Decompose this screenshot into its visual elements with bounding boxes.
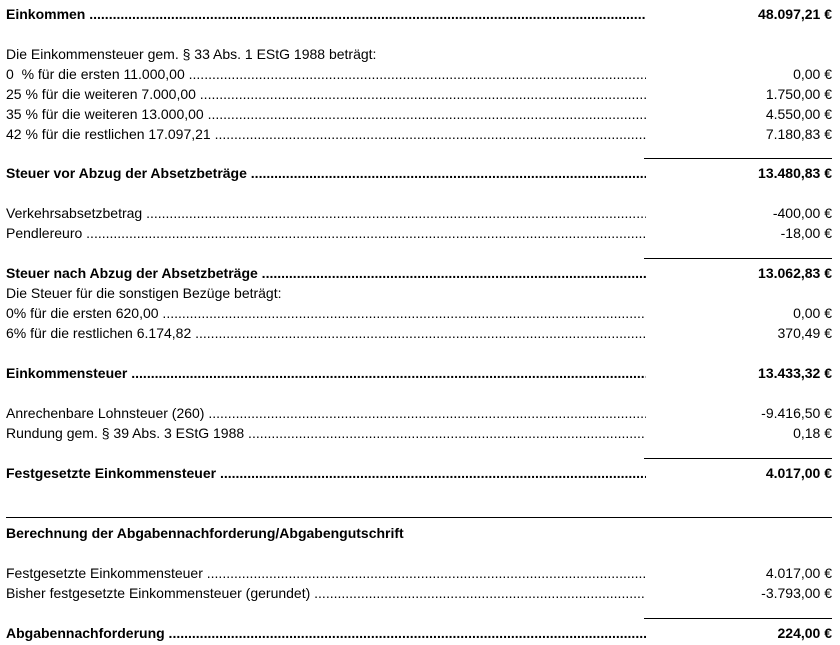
sonstige-line (6, 323, 832, 343)
anrechnung-label: Anrechenbare Lohnsteuer (260) ..... (6, 403, 646, 423)
berechnung-heading-row (6, 523, 832, 543)
tarif-line-amount: 7.180,83 € (765, 126, 832, 142)
sonstige-line-label: 0% für die ersten 620,00 ..... (6, 303, 646, 323)
einkommensteuer-label: Einkommensteuer ..... (6, 363, 646, 383)
sonstige-intro-row (6, 283, 832, 303)
absetzbetrag-label: Verkehrsabsetzbetrag ..... (6, 203, 646, 223)
nachforderung-row (6, 623, 832, 643)
steuer-vor-row (6, 163, 832, 183)
festgesetzt-amount: 4.017,00 € (765, 465, 832, 481)
nachforderung-amount: 224,00 € (777, 625, 832, 641)
steuer-nach-amount: 13.062,83 € (758, 265, 832, 281)
festgesetzt-label: Festgesetzte Einkommensteuer ..... (6, 463, 646, 483)
berechnung-line-label: Bisher festgesetzte Einkommensteuer (gerundet) ..... (6, 583, 646, 603)
tarif-line-amount: 0,00 € (793, 66, 832, 82)
einkommen-label: Einkommen ..... (6, 4, 646, 24)
tarif-line-label: 25 % für die weiteren 7.000,00 ..... (6, 84, 646, 104)
sonstige-intro: Die Steuer für die sonstigen Bezüge beträgt: (6, 285, 282, 301)
tarif-intro: Die Einkommensteuer gem. § 33 Abs. 1 EStG 1988 beträgt: (6, 46, 377, 62)
berechnung-line-amount: -3.793,00 € (761, 585, 832, 601)
einkommensteuer-row (6, 363, 832, 383)
berechnung-line (6, 583, 832, 603)
tarif-line-label: 42 % für die restlichen 17.097,21 ..... (6, 124, 646, 144)
tarif-line (6, 84, 832, 104)
festgesetzt-row (6, 463, 832, 483)
berechnung-line-amount: 4.017,00 € (765, 565, 832, 581)
tarif-line-label: 35 % für die weiteren 13.000,00 ..... (6, 104, 646, 124)
steuer-vor-amount: 13.480,83 € (758, 165, 832, 181)
sonstige-line-amount: 370,49 € (777, 325, 832, 341)
tarif-line-label: 0 % für die ersten 11.000,00 ..... (6, 64, 646, 84)
sonstige-line-label: 6% für die restlichen 6.174,82 ..... (6, 323, 646, 343)
absetzbetrag-row (6, 203, 832, 223)
tarif-line (6, 124, 832, 144)
berechnung-line-label: Festgesetzte Einkommensteuer ..... (6, 563, 646, 583)
steuer-nach-row (6, 263, 832, 283)
berechnung-heading: Berechnung der Abgabennachforderung/Abgabengutschrift (6, 525, 404, 541)
anrechnung-amount: 0,18 € (793, 425, 832, 441)
sum-rule (644, 158, 832, 159)
steuer-nach-label: Steuer nach Abzug der Absetzbeträge ..... (6, 263, 646, 283)
tarif-line (6, 64, 832, 84)
tarif-intro-row (6, 44, 832, 64)
tarif-line-amount: 1.750,00 € (765, 86, 832, 102)
absetzbetrag-amount: -18,00 € (780, 225, 832, 241)
steuer-vor-label: Steuer vor Abzug der Absetzbeträge ..... (6, 163, 646, 183)
sum-rule (644, 458, 832, 459)
anrechnung-amount: -9.416,50 € (761, 405, 832, 421)
absetzbetrag-row (6, 223, 832, 243)
section-rule (6, 517, 832, 518)
einkommensteuer-amount: 13.433,32 € (758, 365, 832, 381)
anrechnung-label: Rundung gem. § 39 Abs. 3 EStG 1988 ..... (6, 423, 646, 443)
nachforderung-label: Abgabennachforderung ..... (6, 623, 646, 643)
anrechnung-row (6, 423, 832, 443)
sum-rule (644, 618, 832, 619)
absetzbetrag-amount: -400,00 € (772, 205, 832, 221)
tarif-line-amount: 4.550,00 € (765, 106, 832, 122)
sum-rule (644, 258, 832, 259)
tarif-line (6, 104, 832, 124)
absetzbetrag-label: Pendlereuro ..... (6, 223, 646, 243)
anrechnung-row (6, 403, 832, 423)
einkommen-row (6, 4, 832, 24)
einkommen-amount: 48.097,21 € (758, 6, 832, 22)
sonstige-line (6, 303, 832, 323)
berechnung-line (6, 563, 832, 583)
sonstige-line-amount: 0,00 € (793, 305, 832, 321)
